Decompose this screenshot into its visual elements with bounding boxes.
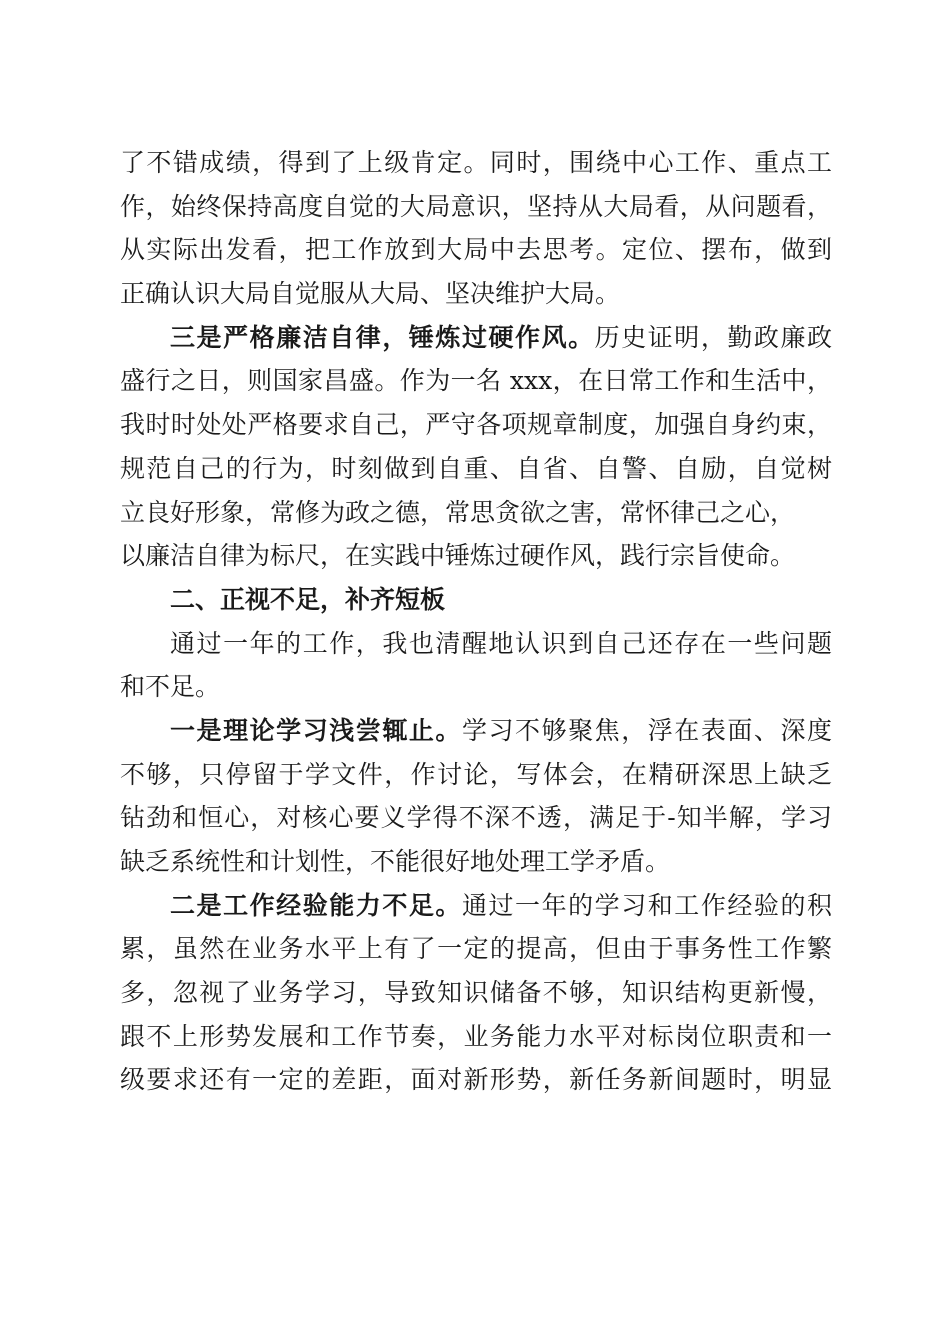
document-body bbox=[120, 141, 832, 1102]
text-line: 累，虽然在业务水平上有了一定的提高，但由于事务性工作繁 bbox=[120, 934, 832, 964]
paragraph-lead: 二是工作经验能力不足。 bbox=[170, 890, 462, 920]
text-line: 盛行之日，则国家昌盛。作为一名 xxx，在日常工作和生活中， bbox=[120, 366, 832, 396]
text-line: 跟不上形势发展和工作节奏，业务能力水平对标岗位职责和一 bbox=[120, 1021, 832, 1051]
paragraph-lead: 三是严格廉洁自律，锤炼过硬作风。 bbox=[170, 322, 595, 352]
text-line: 多，忽视了业务学习，导致知识储备不够，知识结构更新慢， bbox=[120, 978, 832, 1008]
paragraph-text: 学习不够聚焦，浮在表面、深度 bbox=[461, 715, 832, 745]
text-line: 缺乏系统性和计划性，不能很好地处理工学矛盾。 bbox=[120, 847, 671, 876]
text-line: 我时时处处严格要求自己，严守各项规章制度，加强自身约束， bbox=[120, 410, 832, 440]
text-line: 正确认识大局自觉服从大局、坚决维护大局。 bbox=[120, 279, 621, 309]
paragraph-lead: 一是理论学习浅尝辄止。 bbox=[170, 715, 462, 745]
text-line: 级要求还有一定的差距，面对新形势，新任务新间题时，明显 bbox=[120, 1065, 832, 1095]
text-line: 了不错成绩，得到了上级肯定。同时，围绕中心工作、重点工 bbox=[120, 148, 832, 177]
paragraph-first-line bbox=[120, 316, 832, 360]
text-line: 以廉洁自律为标尺，在实践中锤炼过硬作风，践行宗旨使命。 bbox=[120, 541, 796, 571]
text-line: 钻劲和恒心，对核心要义学得不深不透，满足于-知半解，学习 bbox=[120, 803, 832, 833]
text-line: 立良好形象，常修为政之德，常思贪欲之害，常怀律己之心， bbox=[120, 497, 796, 527]
text-line: 规范自己的行为，时刻做到自重、自省、自警、自励，自觉树 bbox=[120, 453, 832, 483]
paragraph-text: 通过一年的学习和工作经验的积 bbox=[461, 890, 832, 920]
text-line: 不够，只停留于学文件，作讨论，写体会，在精研深思上缺乏 bbox=[120, 759, 832, 789]
paragraph-text: 历史证明，勤政廉政 bbox=[594, 322, 832, 352]
paragraph-first-line: 通过一年的工作，我也清醒地认识到自己还存在一些问题 bbox=[170, 628, 832, 658]
text-line: 从实际出发看，把工作放到大局中去思考。定位、摆布，做到 bbox=[120, 235, 832, 265]
text-line: 作，始终保持高度自觉的大局意识，坚持从大局看，从问题看， bbox=[120, 191, 832, 221]
paragraph-first-line bbox=[120, 709, 832, 753]
paragraph-first-line bbox=[120, 884, 832, 928]
text-line: 和不足。 bbox=[120, 672, 221, 702]
section-heading: 二、正视不足，补齐短板 bbox=[170, 584, 446, 614]
